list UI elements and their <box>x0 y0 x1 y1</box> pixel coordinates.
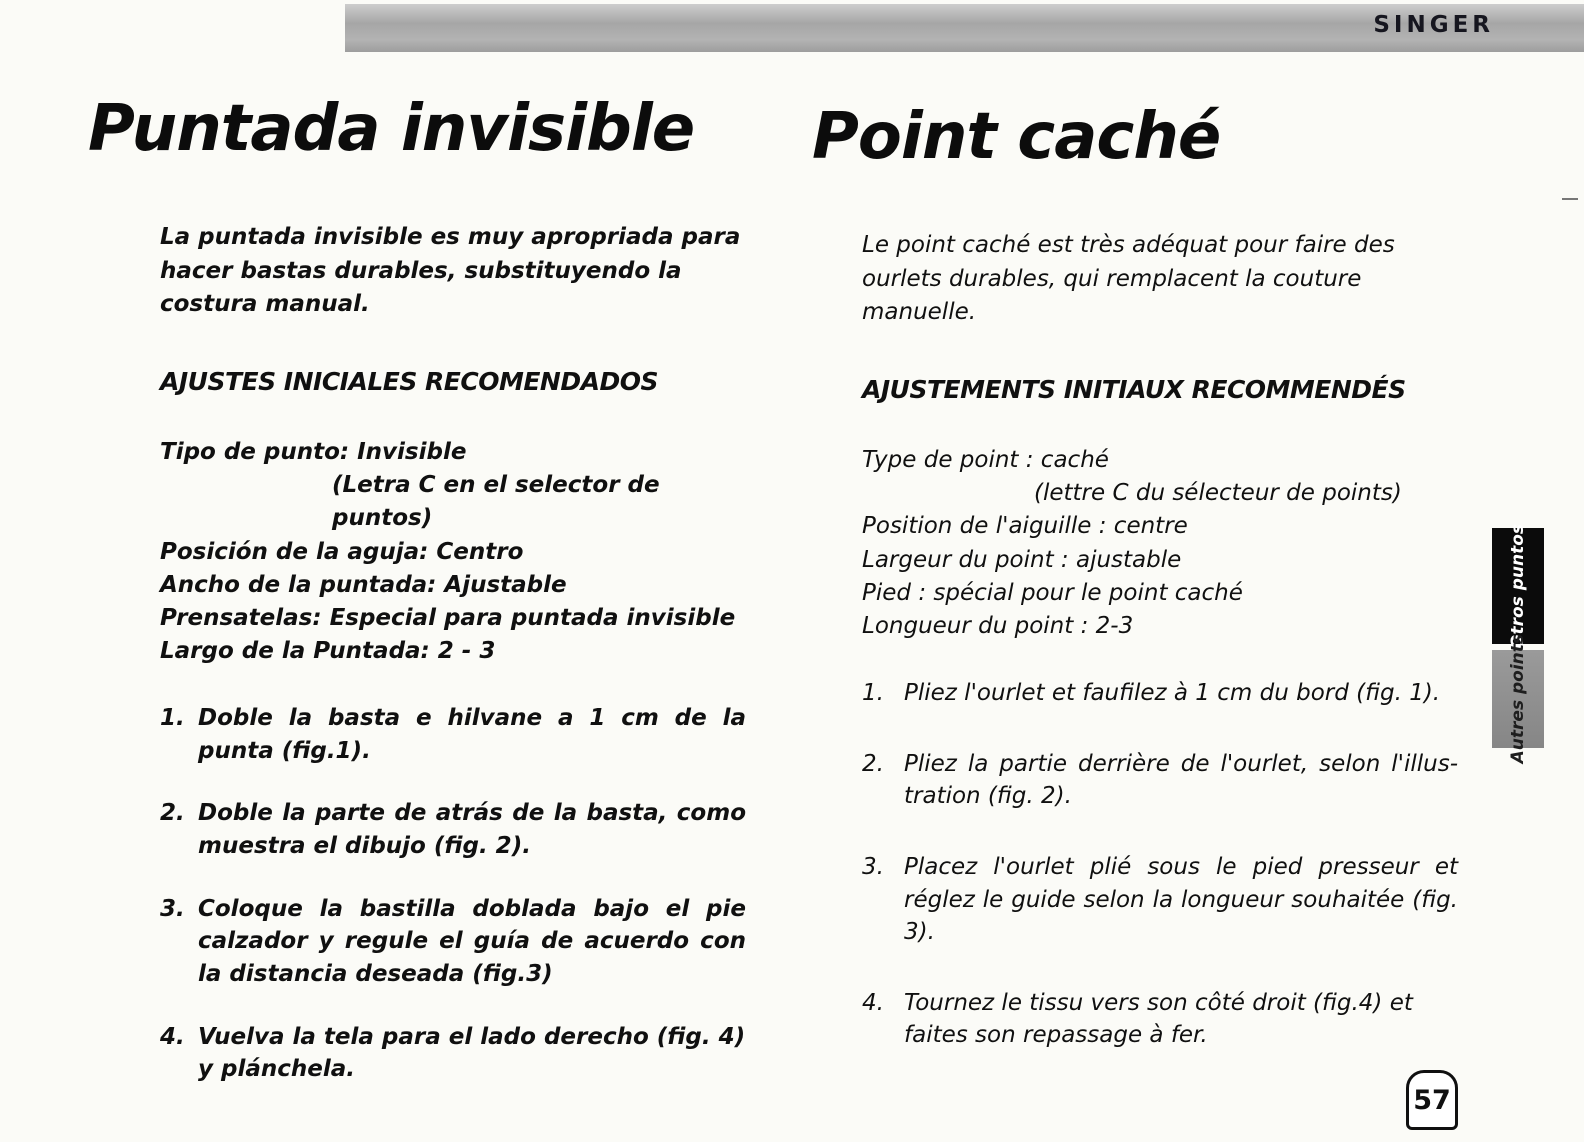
setting-line: (lettre C du sélecteur de points) <box>1034 480 1402 507</box>
step-item <box>160 702 746 767</box>
section-tab-otros-puntos <box>1492 523 1544 649</box>
intro-es: La puntada invisible es muy apropriada para hacer bastas durables, substituyendo la costura manual. <box>160 224 741 317</box>
setting-line: Longueur du point : 2-3 <box>862 612 1134 639</box>
step-text: Placez l'ourlet plié sous le pied presseur et réglez le guide selon la longueur souhaitée (fig. 3). <box>904 853 1458 946</box>
page-number: 57 <box>1413 1084 1451 1116</box>
registration-mark <box>1562 198 1578 200</box>
step-text: Vuelva la tela para el lado derecho (fig. 4) y plánchela. <box>198 1023 746 1083</box>
step-number: 3. <box>160 895 185 922</box>
spanish-body <box>160 221 746 1086</box>
step-number: 1. <box>862 679 884 706</box>
setting-line: Largeur du point : ajustable <box>862 546 1182 573</box>
brand-logo: SINGER <box>1373 12 1494 38</box>
section-tab-autres-points <box>1492 634 1544 764</box>
step-item <box>160 797 746 862</box>
step-item <box>862 851 1458 949</box>
french-column <box>812 100 1460 1052</box>
step-item <box>862 677 1458 710</box>
step-item <box>862 987 1458 1052</box>
page-title-fr: Point caché <box>812 100 1221 174</box>
step-text: Pliez la partie derrière de l'ourlet, selon l'illus-tration (fig. 2). <box>904 750 1458 810</box>
step-number: 3. <box>862 853 884 880</box>
steps-list-es <box>160 702 746 1086</box>
step-text: Coloque la bastilla doblada bajo el pie calzador y regule el guía de acuerdo con la distancia deseada (fig.3) <box>198 895 746 987</box>
french-body <box>862 229 1458 1052</box>
setting-line: Largo de la Puntada: 2 - 3 <box>160 637 496 664</box>
step-number: 4. <box>160 1023 185 1050</box>
settings-list-fr <box>862 444 1458 643</box>
settings-list-es <box>160 436 746 668</box>
step-number: 2. <box>160 800 185 827</box>
step-text: Pliez l'ourlet et faufilez à 1 cm du bord (fig. 1). <box>904 679 1441 706</box>
steps-list-fr <box>862 677 1458 1052</box>
settings-heading-es: AJUSTES INICIALES RECOMENDADOS <box>160 367 658 397</box>
setting-line: Tipo de punto: Invisible <box>160 439 467 466</box>
setting-line: (Letra C en el selector de puntos) <box>332 472 660 532</box>
section-tab-label: Autres points <box>1508 634 1528 764</box>
step-text: Tournez le tissu vers son côté droit (fig.4) et faites son repassage à fer. <box>904 989 1413 1049</box>
step-number: 4. <box>862 989 884 1016</box>
setting-line: Prensatelas: Especial para puntada invisible <box>160 604 736 631</box>
step-item <box>160 893 746 991</box>
setting-line: Position de l'aiguille : centre <box>862 513 1188 540</box>
step-text: Doble la basta e hilvane a 1 cm de la punta (fig.1). <box>198 704 746 764</box>
step-item <box>862 748 1458 813</box>
step-number: 1. <box>160 704 185 731</box>
setting-line: Posición de la aguja: Centro <box>160 538 524 565</box>
section-tab-label: Otros puntos <box>1508 523 1528 649</box>
setting-line: Ancho de la puntada: Ajustable <box>160 571 567 598</box>
spanish-column <box>88 92 756 1086</box>
step-item <box>160 1021 746 1086</box>
step-text: Doble la parte de atrás de la basta, como muestra el dibujo (fig. 2). <box>198 800 746 859</box>
page-title-es: Puntada invisible <box>88 92 695 166</box>
setting-line: Pied : spécial pour le point caché <box>862 579 1243 606</box>
intro-fr: Le point caché est très adéquat pour faire des ourlets durables, qui remplacent la couture manuelle. <box>862 232 1395 325</box>
step-number: 2. <box>862 750 884 777</box>
setting-line: Type de point : caché <box>862 447 1109 474</box>
settings-heading-fr: AJUSTEMENTS INITIAUX RECOMMENDÉS <box>862 375 1406 405</box>
page-number-badge <box>1406 1070 1458 1130</box>
